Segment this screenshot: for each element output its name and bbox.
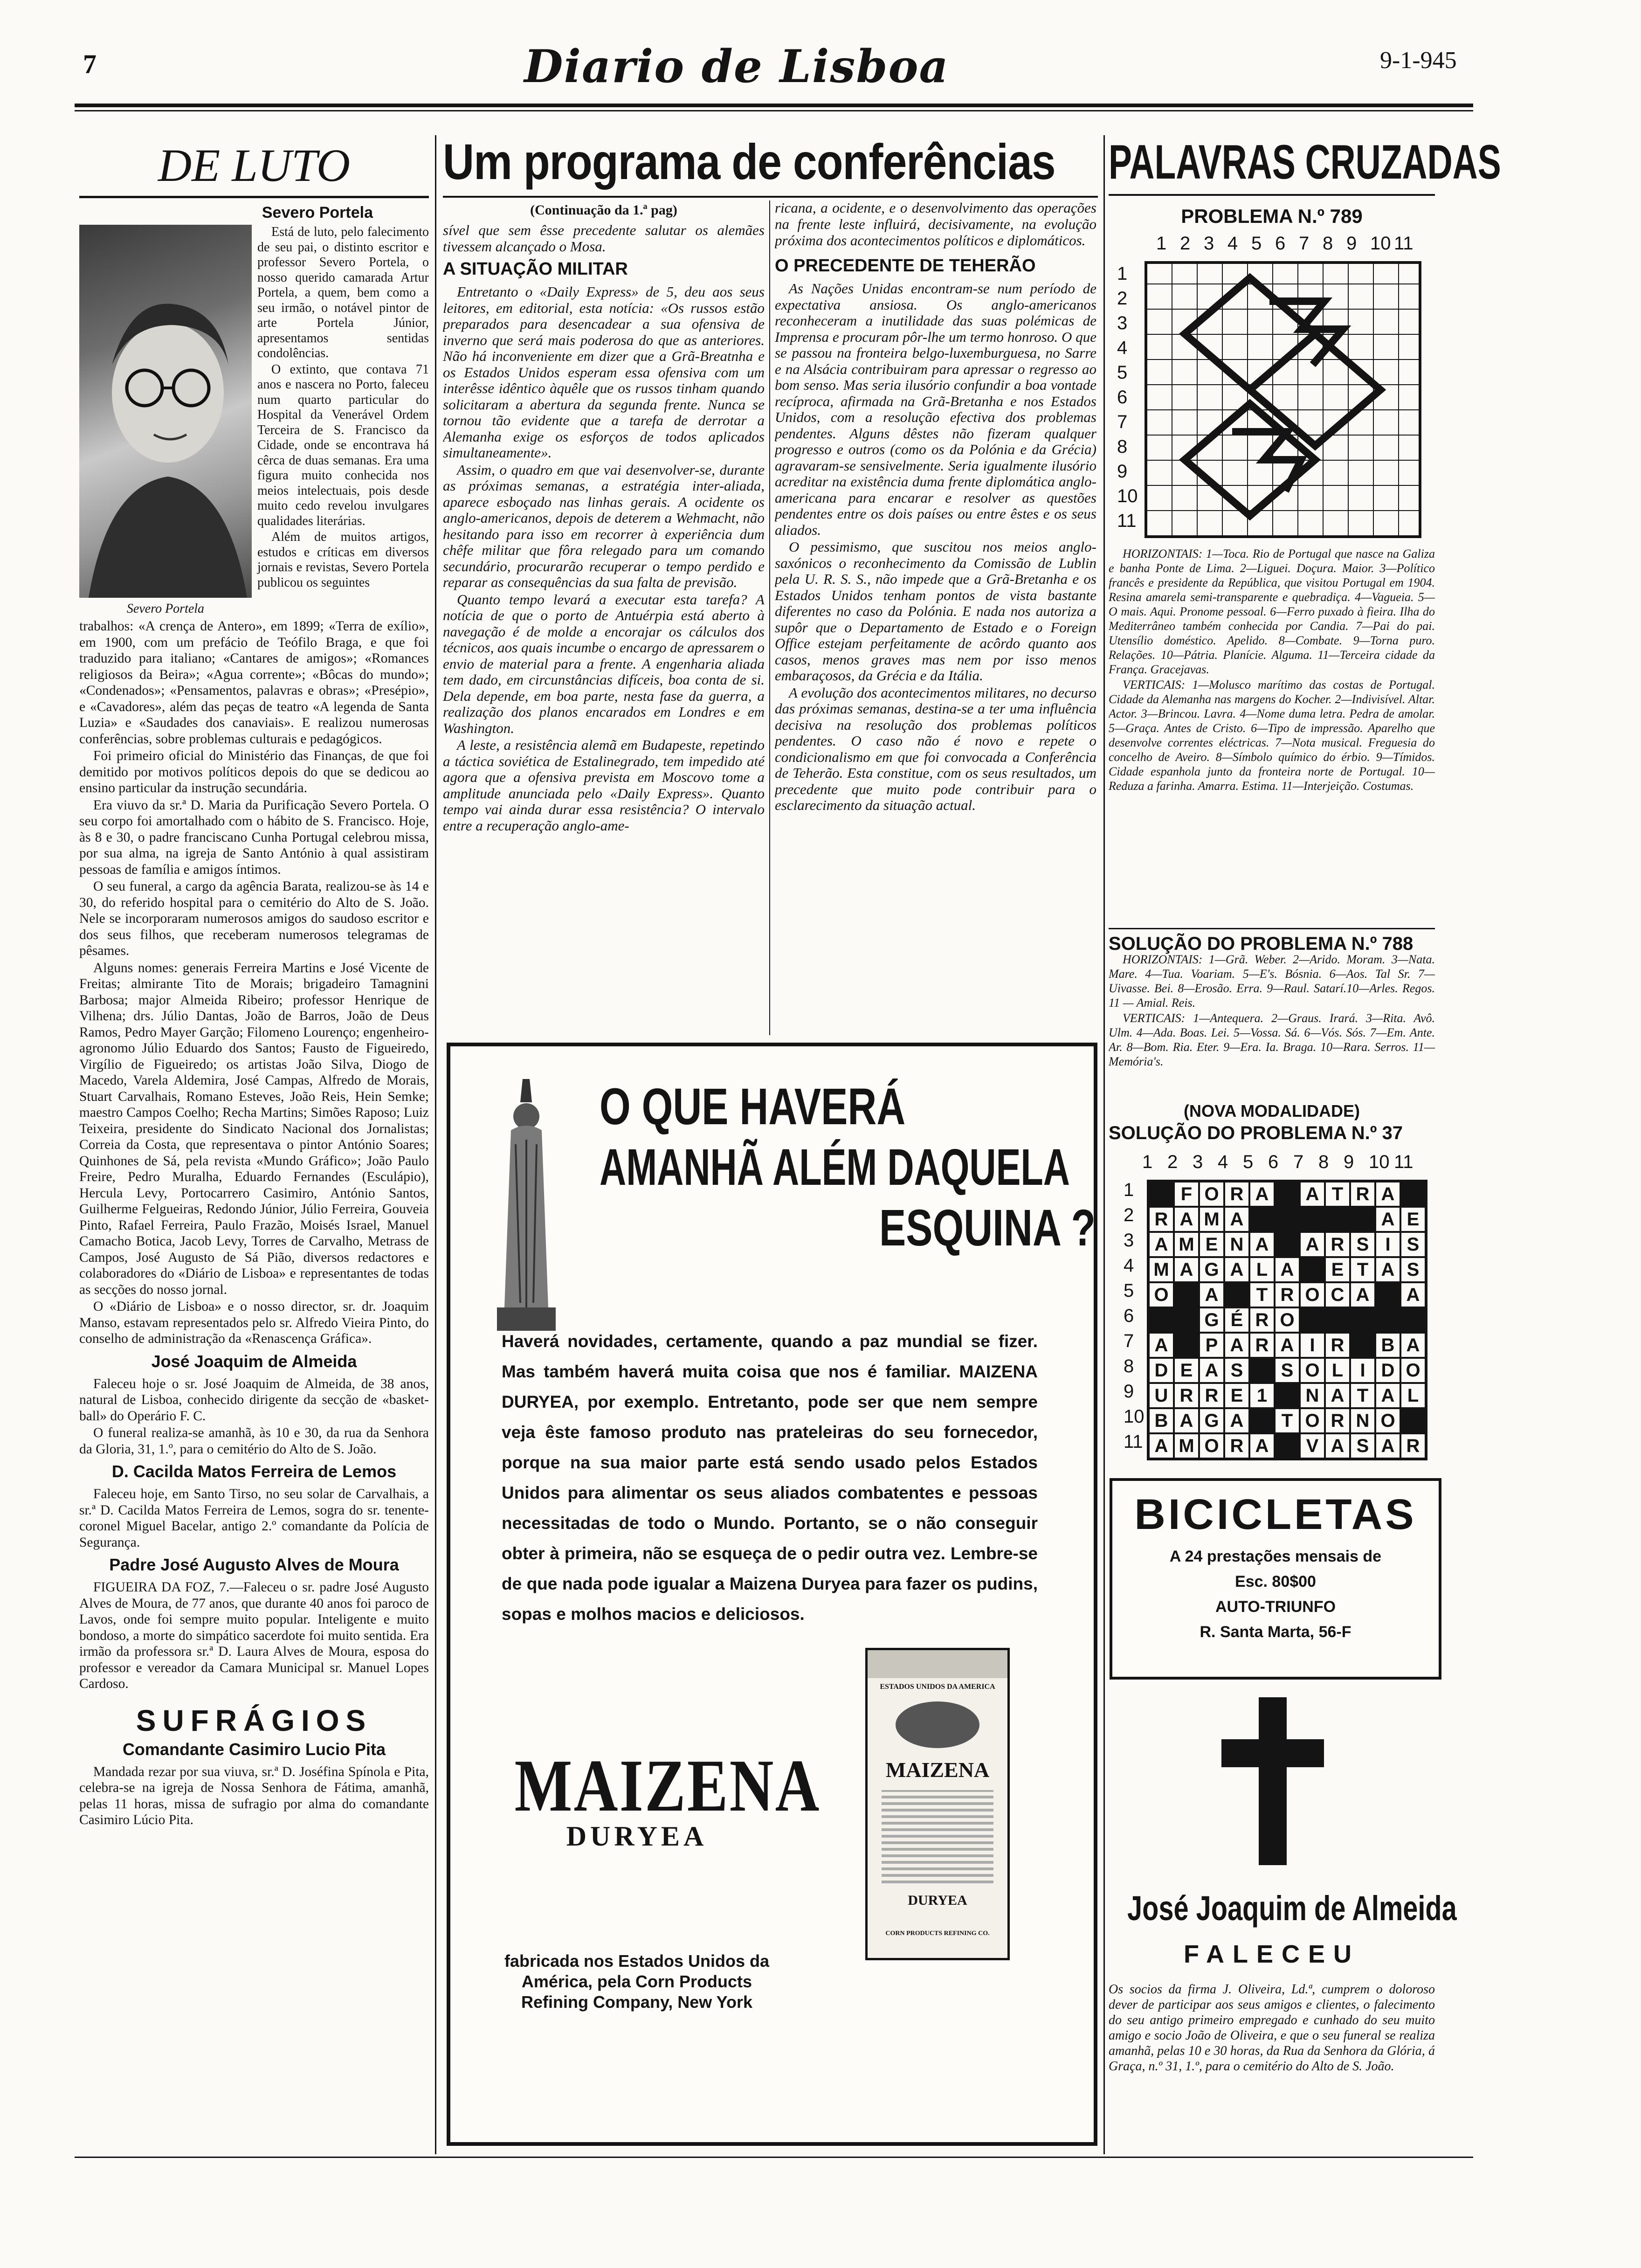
grid-cell: A xyxy=(1375,1207,1400,1232)
obituary-paragraph: O seu funeral, a cargo da agência Barata, realizou-se às 14 e 30, do referido hospital para o cemitério do Alto de S. João. Nele se incorporaram numerosos amigos do saudoso escritor e dos seus filhos, que receberam numerosos telegramas de pêsames. xyxy=(79,879,429,958)
grid-cell: D xyxy=(1149,1358,1174,1383)
maizena-advertisement xyxy=(447,1043,1097,2146)
grid-cell xyxy=(1400,1182,1426,1207)
obituary-heading-lemos: D. Cacilda Matos Ferreira de Lemos xyxy=(111,1462,397,1481)
obituary-paragraph: O funeral realiza-se amanhã, às 10 e 30, da rua da Senhora da Gloria, 31, 1.º, para o cemitério do Alto de S. João. xyxy=(79,1425,429,1457)
teheran-heading: O PRECEDENTE DE TEHERÃO xyxy=(775,256,1036,276)
crossword-puzzle-grid xyxy=(1145,261,1421,538)
grid-cell: M xyxy=(1149,1257,1174,1282)
obituary-paragraph: trabalhos: «A crença de Antero», em 1899; «Terra de exílio», em 1900, com um prefácio de Teófilo Braga, e que foi traduzido para italiano; «Cantares de amigos»; «Romances religiosos da Beira»; «Agua corrente»; «Bôcas do mundo»; «Condenados»; «Pensamentos, palavras e obras»; «Presépio», e «Cavadores», além das peças de teatro «A legenda de Santa Luzia» e «Saudades dos canaviais». E realizou numerosas conferências, sobre problemas culturais e pedagógicos. xyxy=(79,619,429,747)
grid-cell: G xyxy=(1199,1257,1224,1282)
headline-rule xyxy=(443,196,1098,198)
column-number: 5 xyxy=(1251,233,1262,254)
grid-cell: S xyxy=(1350,1433,1375,1459)
grid-cell: A xyxy=(1224,1257,1249,1282)
grid-cell xyxy=(1149,1182,1174,1207)
grid-cell: E xyxy=(1224,1383,1249,1408)
grid-cell xyxy=(1275,1433,1300,1459)
grid-cell: A xyxy=(1174,1207,1199,1232)
grid-cell: 1 xyxy=(1249,1383,1275,1408)
portrait-illustration xyxy=(79,225,252,598)
grid-cell: A xyxy=(1375,1433,1400,1459)
grid-cell: O xyxy=(1149,1282,1174,1307)
article-paragraph: As Nações Unidas encontram-se num período de expectativa ansiosa. Os anglo-americanos reconheceram a inutilidade das suas polémicas de Imprensa e procuram pôr-lhe um termo honroso. O que se passou na fronteira belgo-luxemburguesa, no Sarre e na Alsácia contribuiram para apressar o regresso ao bom senso. Mas seria ilusório confundir a boa vontade recíproca, afirmada na Grã-Bretanha e nos Estados Unidos, com a resolução efectiva dos problemas pendentes. Alguns dêstes não fizeram qualquer progresso e outros (como os da Polónia e da Grécia) agravaram-se sensivelmente. Seria igualmente ilusório acreditar na existência duma frente diplomática anglo-americana para encarar e resolver as questões pendentes entre os dois países ou entre êstes e os seus aliados. xyxy=(775,280,1096,538)
grid-cell: A xyxy=(1275,1257,1300,1282)
grid-cell: O xyxy=(1199,1433,1224,1459)
grid-cell: R xyxy=(1325,1232,1350,1257)
grid-cell: A xyxy=(1350,1282,1375,1307)
column-number: 10 xyxy=(1369,1152,1390,1172)
row-number: 4 xyxy=(1124,1255,1134,1276)
suffrages-title: SUFRÁGIOS xyxy=(136,1703,372,1737)
grid-cell: R xyxy=(1325,1333,1350,1358)
conferences-column-1 xyxy=(443,200,765,1034)
lead-fragment: ricana, a ocidente, e o desenvolvimento das operações na frente leste influirá, decisivamente, na evolução próxima dos acontecimentos políticos e diplomáticos. xyxy=(775,200,1096,249)
grid-cell: R xyxy=(1350,1182,1375,1207)
grid-cell: É xyxy=(1224,1307,1249,1333)
grid-cell xyxy=(1375,1307,1400,1333)
grid-cell: A xyxy=(1275,1333,1300,1358)
column-number: 9 xyxy=(1346,233,1357,254)
column-number: 7 xyxy=(1293,1152,1304,1172)
grid-cell xyxy=(1149,1307,1174,1333)
article-paragraph: A leste, a resistência alemã em Budapeste, repetindo a táctica soviética de Estalinegrado, tem impedido até agora que a ofensiva prevista em Moscovo tome a amplitude anunciada pelo «Daily Express». Quanto tempo vai ainda durar essa resistência? O intervalo entre a recuperação anglo-ame- xyxy=(443,737,765,834)
grid-cell: N xyxy=(1224,1232,1249,1257)
bicicletas-title: BICICLETAS xyxy=(1134,1491,1417,1538)
grid-cell: S xyxy=(1400,1232,1426,1257)
grid-cell: I xyxy=(1350,1358,1375,1383)
grid-cell: A xyxy=(1300,1182,1325,1207)
grid-cell xyxy=(1300,1257,1325,1282)
grid-cell xyxy=(1275,1383,1300,1408)
row-number: 7 xyxy=(1124,1331,1134,1351)
portrait-photo xyxy=(79,225,252,598)
obituary-paragraph: Faleceu hoje o sr. José Joaquim de Almeida, de 38 anos, natural de Lisboa, conhecido dirigente da secção de «basket-ball» do Operário F. C. xyxy=(79,1376,429,1424)
obituary-paragraph: Era viuvo da sr.ª D. Maria da Purificação Severo Portela. O seu corpo foi amortalhado com o hábito de S. Francisco. Hoje, às 8 e 30, o padre franciscano Cunha Portugal celebrou missa, por sua alma, na igreja de Santo António à qual assistiram pessoas de família e amigos íntimos. xyxy=(79,797,429,877)
grid-cell: T xyxy=(1350,1383,1375,1408)
grid-cell xyxy=(1174,1282,1199,1307)
grid-cell: P xyxy=(1199,1333,1224,1358)
lead-fragment: sível que sem êsse precedente salutar os alemães tivessem alcançado o Mosa. xyxy=(443,222,765,255)
crossword-title: PALAVRAS CRUZADAS xyxy=(1109,135,1501,189)
grid-cell: I xyxy=(1300,1333,1325,1358)
bicicletas-price: Esc. 80$00 xyxy=(1235,1573,1316,1590)
grid-cell xyxy=(1350,1333,1375,1358)
column-number: 1 xyxy=(1142,1152,1153,1172)
grid-cell xyxy=(1400,1408,1426,1433)
grid-cell: R xyxy=(1174,1383,1199,1408)
column-divider xyxy=(435,135,436,2154)
obituary-paragraph: O «Diário de Lisboa» e o nosso director, sr. dr. Joaquim Manso, estavam representados pelo sr. Alfredo Vieira Pinto, do conselho de administração da «Renascença Gráfica». xyxy=(79,1299,429,1346)
grid-cell: E xyxy=(1174,1358,1199,1383)
grid-cell: B xyxy=(1149,1408,1174,1433)
grid-cell xyxy=(1275,1232,1300,1257)
bicicletas-installments: A 24 prestações mensais de xyxy=(1169,1548,1382,1565)
grid-cell: R xyxy=(1249,1307,1275,1333)
column-divider-inner xyxy=(769,201,770,1035)
column-number: 3 xyxy=(1204,233,1214,254)
row-number: 7 xyxy=(1117,412,1128,432)
mourning-title: DE LUTO xyxy=(158,139,351,191)
grid-cell: R xyxy=(1325,1408,1350,1433)
mourning-column xyxy=(79,135,429,2154)
bicicletas-address: R. Santa Marta, 56-F xyxy=(1200,1623,1351,1641)
grid-cell: A xyxy=(1249,1433,1275,1459)
issue-date: 9-1-945 xyxy=(1380,47,1457,74)
statue-of-liberty-illustration xyxy=(478,1074,572,1335)
grid-cell: M xyxy=(1199,1207,1224,1232)
column-divider xyxy=(1103,135,1105,2154)
obituary-heading-moura: Padre José Augusto Alves de Moura xyxy=(109,1555,399,1574)
solution-37-title: SOLUÇÃO DO PROBLEMA N.º 37 xyxy=(1109,1123,1403,1143)
row-number: 6 xyxy=(1117,387,1128,408)
horizontal-clues: HORIZONTAIS: 1—Toca. Rio de Portugal que nasce na Galiza e banha Ponte de Lima. 2—Liguei. Doçura. Maior. 3—Político francês e presidente da República, que visitou Portugal em 1904. Resina amarela semi-transparente e quebradiça. 4—Vagueia. 5—O mais. Aqui. Pronome pessoal. 6—Ferro puxado à fieira. Ilha do Mediterrâneo também conhecida por Candia. 7—Pai do pai. Utensílio doméstico. Apelido. 8—Combate. 9—Torna puro. Relações. 10—Pátria. Planície. Alguma. 11—Terceira cidade da França. Gracejavas. xyxy=(1109,547,1435,676)
row-number: 1 xyxy=(1117,263,1128,284)
grid-cell: R xyxy=(1199,1383,1224,1408)
obituary-notice-text: Os socios da firma J. Oliveira, Ld.ª, cumprem o doloroso dever de participar aos seus amigos e clientes, o falecimento do seu antigo primeiro empregado e cunhado do seu muito amigo e socio João de Oliveira, e que o seu funeral se realiza amanhã, pelas 10 e 30 horas, da Rua da Senhora da Glória, á Graça, n.º 31, 1.º, para o cemitério do Alto de S. João. xyxy=(1109,1982,1435,2074)
bicicletas-advertisement xyxy=(1110,1478,1441,1680)
grid-cell: E xyxy=(1325,1257,1350,1282)
obituary-paragraph: Foi primeiro oficial do Ministério das Finanças, de que foi demitido por motivos políticos depois do que se dedicou ao ensino particular da instrução secundária. xyxy=(79,748,429,795)
grid-cell: G xyxy=(1199,1408,1224,1433)
problem-label: PROBLEMA N.º 789 xyxy=(1181,205,1363,227)
grid-cell: S xyxy=(1350,1232,1375,1257)
row-number: 10 xyxy=(1117,486,1138,506)
column-number: 11 xyxy=(1394,1152,1413,1172)
row-number: 8 xyxy=(1124,1356,1134,1376)
grid-cell: A xyxy=(1224,1333,1249,1358)
column-number: 6 xyxy=(1268,1152,1279,1172)
grid-cell: R xyxy=(1224,1433,1249,1459)
grid-cell: N xyxy=(1300,1383,1325,1408)
grid-cell: T xyxy=(1249,1282,1275,1307)
obituary-paragraph: Alguns nomes: generais Ferreira Martins e José Vicente de Freitas; almirante Tito de Morais; brigadeiro Tamagnini Barbosa; major Almeida Ribeiro; professor Henrique de Vilhena; drs. Júlio Dantas, João de Barros, João de Deus Ramos, Pedro Mayer Garção; Filomeno Lourenço; engenheiro-agronomo Júlio Eduardo dos Santos; Fausto de Figueiredo, Virgílio de Figueiredo; os artistas João Silva, Diogo de Macedo, Varela Aldemira, José Campas, Alfredo de Morais, Stuart Carvalhais, Romano Esteves, João Reis, Hein Semke; maestro Campos Coelho; Recha Martins; Simões Raposo; Luiz Teixeira, presidente do Sindicato Nacional dos Jornalistas; Correia da Costa, que representava o pintor António Soares; Quinhones de Sá, pela revista «Mundo Gráfico»; João Paulo Freire, Pedro Muralha, Eduardo Fernandes (Esculápio), Hercula Levy, Portocarrero Casimiro, António Santos, Guilherme Felgueiras, Redondo Júnior, Júlio Ferreira, Gouveia Pinto, Rafael Ferreira, Paulo Frazão, Moisés Israel, Manuel Camacho Botica, Jacob Levy, Torres de Carvalho, Metrass de Campos, José Augusto de Sá Pião, diversos redactores e colaboradores do «Diário de Lisboa» e representantes de todas as secções do nosso jornal. xyxy=(79,960,429,1297)
grid-cell xyxy=(1249,1207,1275,1232)
grid-cell: G xyxy=(1199,1307,1224,1333)
ad-headline-line-2: AMANHÃ ALÉM DAQUELA xyxy=(600,1139,1070,1196)
box-label-brand: MAIZENA xyxy=(885,1758,990,1782)
grid-cell xyxy=(1224,1282,1249,1307)
row-number: 10 xyxy=(1124,1406,1145,1427)
grid-cell: A xyxy=(1149,1232,1174,1257)
obituary-paragraph: Faleceu hoje, em Santo Tirso, no seu solar de Carvalhais, a sr.ª D. Cacilda Matos Ferreira de Lemos, sogra do sr. tenente-coronel Miguel Bacelar, antigo 2.º comandante da Polícia de Segurança. xyxy=(79,1487,429,1550)
grid-cell: M xyxy=(1174,1433,1199,1459)
row-number: 5 xyxy=(1117,362,1128,383)
header-rule-thin xyxy=(75,110,1473,111)
duryea-brand-logo: DURYEA xyxy=(566,1821,708,1852)
title-rule xyxy=(79,196,429,198)
grid-cell: O xyxy=(1300,1358,1325,1383)
grid-cell: R xyxy=(1224,1182,1249,1207)
divider xyxy=(1109,928,1435,929)
column-number: 11 xyxy=(1394,233,1413,254)
row-number: 8 xyxy=(1117,436,1128,457)
grid-cell: A xyxy=(1300,1232,1325,1257)
column-number: 10 xyxy=(1370,233,1391,254)
grid-cell: A xyxy=(1375,1182,1400,1207)
grid-cell xyxy=(1249,1358,1275,1383)
crossword-pattern xyxy=(1147,264,1419,535)
row-number: 3 xyxy=(1117,313,1128,333)
grid-cell: I xyxy=(1375,1232,1400,1257)
column-number: 2 xyxy=(1167,1152,1178,1172)
grid-cell: N xyxy=(1350,1408,1375,1433)
obituary-notice-status: FALECEU xyxy=(1183,1940,1360,1968)
solution-37-grid xyxy=(1147,1180,1427,1460)
column-number: 3 xyxy=(1193,1152,1203,1172)
grid-cell: A xyxy=(1400,1333,1426,1358)
suffrages-paragraph: Mandada rezar por sua viuva, sr.ª D. Joséfina Spínola e Pita, celebra-se na igreja de Nossa Senhora de Fátima, amanhã, pelas 11 horas, missa de sufragio por alma do comandante Casimiro Lúcio Pita. xyxy=(79,1764,429,1827)
grid-cell: A xyxy=(1375,1383,1400,1408)
ad-body-copy: Haverá novidades, certamente, quando a paz mundial se fizer. Mas também haverá muita coisa que nos é familiar. MAIZENA DURYEA, por exemplo. Entretanto, pode ser que nem sempre veja êste famoso produto nas prateleiras do seu fornecedor, porque na sua maior parte está sendo usado pelos Estados Unidos para alimentar os seus aliados combatentes e pessoas necessitadas de todo o Mundo. Portanto, se o não conseguir obter à primeira, não se esqueça de o pedir outra vez. Lembre-se de que nada pode igualar a Maizena Duryea para fazer os pudins, sopas e molhos macios e deliciosos. xyxy=(502,1332,1038,1624)
column-number: 6 xyxy=(1275,233,1286,254)
new-modality: (NOVA MODALIDADE) xyxy=(1184,1101,1360,1120)
box-label-top: ESTADOS UNIDOS DA AMERICA xyxy=(880,1683,995,1691)
grid-cell: E xyxy=(1400,1207,1426,1232)
grid-cell xyxy=(1350,1207,1375,1232)
intro-paragraph: O extinto, que contava 71 anos e nascera no Porto, faleceu num quarto particular do Hospital da Venerável Ordem Terceira de S. Francisco da Cidade, onde se encontrava há cêrca de duas semanas. Era uma figura muito conhecida nos meios intelectuais, pois desde muito cedo revelou invulgares qualidades literárias. xyxy=(257,362,429,528)
page-number: 7 xyxy=(83,49,97,79)
maizena-box-illustration xyxy=(865,1648,1010,1960)
obituary-notice-name: José Joaquim de Almeida xyxy=(1127,1889,1457,1928)
grid-cell xyxy=(1375,1282,1400,1307)
grid-cell: T xyxy=(1275,1408,1300,1433)
box-label-sub: DURYEA xyxy=(908,1893,967,1908)
military-situation-heading: A SITUAÇÃO MILITAR xyxy=(443,259,628,279)
crossword-title-rule xyxy=(1109,194,1435,196)
grid-cell: A xyxy=(1400,1282,1426,1307)
intro-paragraph: Está de luto, pelo falecimento de seu pai, o distinto escritor e professor Severo Portela, o nosso querido camarada Artur Portela, a quem, bem como a seu irmão, o notável pintor de arte Portela Júnior, apresentamos sentidas condolências. xyxy=(257,225,429,360)
solution-37-row-numbers xyxy=(1124,1180,1147,1455)
obituary-paragraph: FIGUEIRA DA FOZ, 7.—Faleceu o sr. padre José Augusto Alves de Moura, de 77 anos, que durante 40 anos foi paroco de Lavos, onde foi sempre muito popular. Inteligente e muito bondoso, a morte do simpático sacerdote foi muito sentida. Era irmão da professora sr.ª D. Laura Alves de Moura, esposa do professor e vereador da Camara Municipal sr. Manuel Lopes Cardoso. xyxy=(79,1580,429,1691)
photo-caption: Severo Portela xyxy=(126,602,205,616)
suffrages-heading: Comandante Casimiro Lucio Pita xyxy=(122,1739,386,1759)
ad-headline-line-1: O QUE HAVERÁ xyxy=(600,1078,906,1135)
grid-cell: S xyxy=(1275,1358,1300,1383)
grid-cell: R xyxy=(1249,1333,1275,1358)
grid-cell xyxy=(1275,1182,1300,1207)
grid-cell: F xyxy=(1174,1182,1199,1207)
grid-cell: A xyxy=(1149,1333,1174,1358)
column-number: 2 xyxy=(1180,233,1191,254)
crossword-row-numbers xyxy=(1117,263,1140,534)
grid-cell: A xyxy=(1249,1182,1275,1207)
column-number: 8 xyxy=(1323,233,1333,254)
row-number: 6 xyxy=(1124,1306,1134,1326)
maizena-brand-logo: MAIZENA xyxy=(514,1744,821,1827)
grid-cell xyxy=(1325,1207,1350,1232)
grid-cell: A xyxy=(1224,1408,1249,1433)
grid-cell: D xyxy=(1375,1358,1400,1383)
grid-cell: R xyxy=(1275,1282,1300,1307)
solution-37-column-numbers xyxy=(1142,1152,1431,1175)
conferences-headline: Um programa de conferências xyxy=(443,133,1055,190)
box-label-bottom: CORN PRODUCTS REFINING CO. xyxy=(885,1930,990,1937)
grid-cell xyxy=(1174,1307,1199,1333)
column-number: 4 xyxy=(1218,1152,1228,1172)
grid-cell: L xyxy=(1325,1358,1350,1383)
grid-cell xyxy=(1249,1408,1275,1433)
row-number: 11 xyxy=(1117,511,1137,531)
grid-cell: U xyxy=(1149,1383,1174,1408)
article-paragraph: Assim, o quadro em que vai desenvolver-se, durante as próximas semanas, a estratégia inter-aliada, aparece esboçado nas linhas gerais. A ocidente os anglo-americanos, depois de deterem a Wehmacht, não hesitando para isso em recorrer à experiência dum chêfe militar que fôra relegado para um comando secundário, procurarão recuperar o tempo perdido e reparar as consequências da sua falta de previsão. xyxy=(443,461,765,590)
article-paragraph: O pessimismo, que suscitou nos meios anglo-saxónicos o reconhecimento da Comissão de Lublin pela U. R. S. S., não impede que a Grã-Bretanha e os Estados Unidos tenham pontos de vista bastante diferentes no caso da Polónia. E nada nos autoriza a supôr que o Departamento de Estado e o Foreign Office estejam perfeitamente de acôrdo quanto aos casos, menos graves mas nem por isso menos embaraçosos, da Grécia e da Itália. xyxy=(775,539,1096,684)
row-number: 4 xyxy=(1117,338,1128,358)
row-number: 3 xyxy=(1124,1230,1134,1251)
grid-cell: A xyxy=(1149,1433,1174,1459)
row-number: 2 xyxy=(1117,288,1128,309)
crossword-clues xyxy=(1109,546,1435,938)
conferences-column-2 xyxy=(775,200,1096,1034)
row-number: 1 xyxy=(1124,1180,1134,1200)
grid-cell xyxy=(1350,1307,1375,1333)
column-number: 4 xyxy=(1227,233,1238,254)
solution-788-vertical: VERTICAIS: 1—Antequera. 2—Graus. Irará. 3—Rita. Avô. Ulm. 4—Ada. Boas. Lei. 5—Vossa. Sá. 6—Vós. Sós. 7—Em. Ante. Ar. 8—Bom. Ria. Eter. 9—Era. Ia. Braga. 10—Rara. Serros. 11—Memória's. xyxy=(1109,1011,1435,1068)
vertical-clues: VERTICAIS: 1—Molusco marítimo das costas de Portugal. Cidade da Alemanha nas margens do Kocher. 2—Indivisível. Altar. Actor. 3—Brincou. Lavra. 4—Nome duma letra. Pedra de amolar. 5—Graça. Antes de Cristo. 6—Tipo de impressão. Aparelho que desenvolve correntes eléctricas. 7—Nota musical. Freguesia do concelho de Aveiro. 8—Símbolo químico do érbio. 9—Tímidos. Cidade espanhola junto da fronteira norte de Portugal. 10—Reduza a farinha. Amarra. Estima. 11—Interjeição. Costumas. xyxy=(1109,678,1435,793)
grid-cell: A xyxy=(1199,1358,1224,1383)
grid-cell: A xyxy=(1174,1257,1199,1282)
grid-cell xyxy=(1400,1307,1426,1333)
grid-cell: O xyxy=(1300,1408,1325,1433)
column-number: 9 xyxy=(1344,1152,1354,1172)
grid-cell: S xyxy=(1400,1257,1426,1282)
intro-paragraph: Além de muitos artigos, estudos e críticas em diversos jornais e revistas, Severo Portela publicou os seguintes xyxy=(257,530,429,590)
continuation-note: (Continuação da 1.ª pag) xyxy=(530,202,677,218)
grid-cell: O xyxy=(1400,1358,1426,1383)
grid-cell xyxy=(1325,1307,1350,1333)
grid-cell: L xyxy=(1249,1257,1275,1282)
grid-cell: A xyxy=(1325,1383,1350,1408)
solution-788-text xyxy=(1109,952,1435,1101)
grid-cell: L xyxy=(1400,1383,1426,1408)
column-number: 1 xyxy=(1156,233,1167,254)
bicicletas-dealer: AUTO-TRIUNFO xyxy=(1215,1598,1336,1616)
cross-icon xyxy=(1221,1697,1324,1865)
newspaper-masthead: Diario de Lisboa xyxy=(524,40,949,93)
row-number: 2 xyxy=(1124,1205,1134,1225)
obituary-heading-almeida: José Joaquim de Almeida xyxy=(151,1351,357,1371)
grid-cell: A xyxy=(1224,1207,1249,1232)
grid-cell: R xyxy=(1400,1433,1426,1459)
grid-cell xyxy=(1300,1207,1325,1232)
ad-headline-line-3: ESQUINA ? xyxy=(879,1199,1096,1257)
grid-cell: A xyxy=(1325,1433,1350,1459)
article-paragraph: Quanto tempo levará a executar esta tarefa? A notícia de que o porto de Antuérpia está aberto à navegação é de molde a encorajar os cálculos dos técnicos, aos quais incumbe o encargo de apressarem o envio de material para a frente. A engenharia aliada tem dado, em circunstâncias difíceis, boa conta de si. Dela depende, em boa parte, nesta fase da guerra, a realização dos planos encarados em Londres e em Washington. xyxy=(443,591,765,736)
grid-cell xyxy=(1275,1207,1300,1232)
mourning-name-heading: Severo Portela xyxy=(262,204,373,221)
grid-cell: O xyxy=(1375,1408,1400,1433)
row-number: 11 xyxy=(1124,1431,1143,1452)
grid-cell: R xyxy=(1149,1207,1174,1232)
footer-rule xyxy=(75,2157,1473,2158)
grid-cell: C xyxy=(1325,1282,1350,1307)
ad-footer: fabricada nos Estados Unidos da América, pela Corn Products Refining Company, New York xyxy=(504,1951,770,2012)
grid-cell: A xyxy=(1375,1257,1400,1282)
row-number: 5 xyxy=(1124,1280,1134,1301)
crossword-column-numbers xyxy=(1156,233,1417,256)
grid-cell: T xyxy=(1350,1257,1375,1282)
grid-cell xyxy=(1174,1333,1199,1358)
grid-cell: B xyxy=(1375,1333,1400,1358)
grid-cell: O xyxy=(1275,1307,1300,1333)
grid-cell: A xyxy=(1249,1232,1275,1257)
column-number: 5 xyxy=(1243,1152,1254,1172)
row-number: 9 xyxy=(1124,1381,1134,1402)
column-number: 8 xyxy=(1318,1152,1329,1172)
grid-cell: T xyxy=(1325,1182,1350,1207)
grid-cell: O xyxy=(1199,1182,1224,1207)
grid-cell: V xyxy=(1300,1433,1325,1459)
article-paragraph: A evolução dos acontecimentos militares, no decurso das próximas semanas, destina-se a ter uma influência decisiva na resolução dos problemas políticos pendentes. O caso não é novo e repete o condicionalismo em que foi convocada a Conferência de Teherão. Esta constitue, com os seus resultados, um precedente que muito pode contribuir para o esclarecimento da situação actual. xyxy=(775,684,1096,813)
solution-788-horizontal: HORIZONTAIS: 1—Grã. Weber. 2—Arido. Moram. 3—Nata. Mare. 4—Tua. Voariam. 5—E's. Bósnia. 6—Aos. Tal Sr. 7—Uivasse. Bei. 8—Erosão. Erra. 9—Raul. Satarí.10—Arles. Regos. 11 — Amial. Reis. xyxy=(1109,953,1435,1010)
grid-cell: M xyxy=(1174,1232,1199,1257)
header-rule xyxy=(75,104,1473,107)
grid-cell: E xyxy=(1199,1232,1224,1257)
column-number: 7 xyxy=(1299,233,1310,254)
solution-788-title: SOLUÇÃO DO PROBLEMA N.º 788 xyxy=(1109,933,1413,954)
grid-cell xyxy=(1300,1307,1325,1333)
article-paragraph: Entretanto o «Daily Express» de 5, deu aos seus leitores, em editorial, esta notícia: «Os russos estão preparados para desencadear a sua ofensiva de inverno que será mais poderosa do que as anteriores. Não há inconveniente em dizer que a Grã-Breatnha e os Estados Unidos esperam essa ofensiva com um interêsse idêntico àquêle que os russos tinham quando solicitaram a abertura da segunda frente. Nunca se tornou tão evidente que a tarefa de derrotar a Alemanha exige os esforços de todos aplicados simultaneamente». xyxy=(443,284,765,461)
grid-cell: S xyxy=(1224,1358,1249,1383)
row-number: 9 xyxy=(1117,461,1128,482)
grid-cell: O xyxy=(1300,1282,1325,1307)
grid-cell: A xyxy=(1199,1282,1224,1307)
grid-cell: A xyxy=(1174,1408,1199,1433)
